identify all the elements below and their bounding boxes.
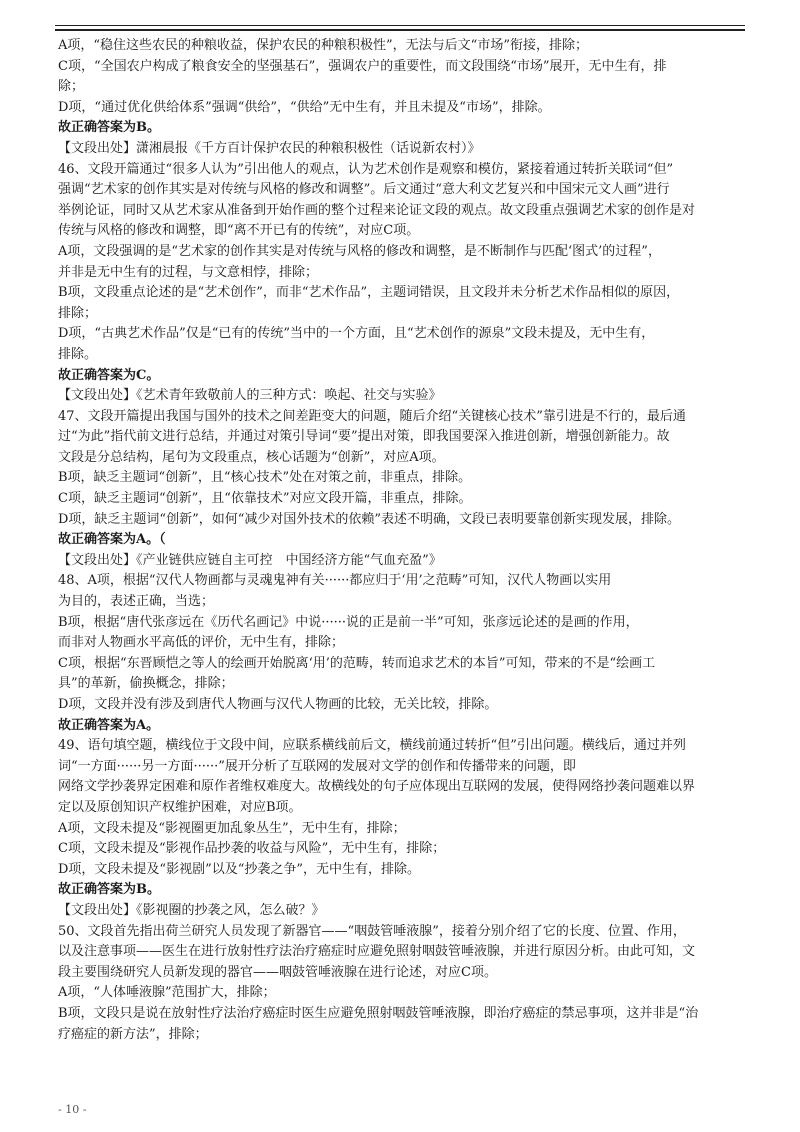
text-line: 为目的，表述正确，当选； [58,594,215,610]
text-line: 具”的革新，偷换概念，排除； [58,676,234,692]
text-line: B项，缺乏主题词“创新”，且“核心技术”处在对策之前，非重点，排除。 [58,470,472,486]
text-line: 传统与风格的修改和调整，即“离不开已有的传统”，对应C项。 [58,223,420,239]
text-line: 【文段出处】《影视圈的抄袭之风，怎么破？》 [58,902,325,918]
page-number: - 10 - [58,1103,87,1116]
text-line: 【文段出处】潇湘晨报《千方百计保护农民的种粮积极性（话说新农村）》 [58,140,481,156]
header-rule-thin [55,25,745,26]
text-line: 文段是分总结构，尾句为文段重点，核心话题为“创新”，对应A项。 [58,449,445,465]
text-line: 举例论证，同时又从艺术家从准备到开始作画的整个过程来论证文段的观点。故文段重点强调艺术家的创作是对 [58,202,696,218]
text-line: B项，文段重点论述的是“艺术创作”，而非“艺术作品”，主题词错误，且文段并未分析艺术作品相似的原因， [58,285,680,301]
text-line: 而非对人物画水平高低的评价，无中生有，排除； [58,635,345,651]
text-line: 段主要围绕研究人员新发现的器官——咽鼓管唾液腺在进行论述，对应C项。 [58,964,497,980]
text-line: D项，文段未提及“影视剧”以及“抄袭之争”，无中生有，排除。 [58,861,421,877]
text-line: C项，根据“东晋顾恺之等人的绘画开始脱离‘用’的范畴，转而追求艺术的本旨”可知，带来的不是“绘画工 [58,655,656,671]
answer-line: 故正确答案为B。 [58,120,160,136]
text-line: A项，“人体唾液腺”范围扩大，排除； [58,985,276,1001]
text-line: 定以及原创知识产权维护困难，对应B项。 [58,799,302,815]
text-line: A项，文段强调的是“艺术家的创作其实是对传统与风格的修改和调整，是不断制作与匹配‘图式’的过程”， [58,243,661,259]
text-line: D项，文段并没有涉及到唐代人物画与汉代人物画的比较，无关比较，排除。 [58,697,498,712]
answer-line: 故正确答案为C。 [58,367,160,383]
text-line: 并非是无中生有的过程，与文意相悖，排除； [58,264,319,280]
text-line: C项，文段未提及“影视作品抄袭的收益与风险”，无中生有，排除； [58,841,446,857]
text-line: 47、文段开篇提出我国与国外的技术之间差距变大的问题，随后介绍“关键核心技术”靠引进是不行的，最后通 [58,408,686,424]
text-line: 疗癌症的新方法”，排除； [58,1026,208,1042]
text-line: A项，文段未提及“影视圈更加乱象丛生”，无中生有，排除； [58,820,406,836]
text-line: 【文段出处】《艺术青年致敬前人的三种方式：唤起、社交与实验》 [58,388,442,404]
text-line: B项，根据“唐代张彦远在《历代名画记》中说······说的正是前一半”可知，张彦远论述的是画的作用， [58,614,639,630]
text-line: C项，缺乏主题词“创新”，且“依靠技术”对应文段开篇，非重点，排除。 [58,491,472,507]
text-line: 过“为此”指代前文进行总结，并通过对策引导词“要”提出对策，即我国要深入推进创新，增强创新能力。故 [58,429,670,445]
answer-line: 故正确答案为A。 [58,717,160,733]
text-line: 网络文学抄袭界定困难和原作者维权难度大。故横线处的句子应体现出互联网的发展，使得网络抄袭问题难以界 [58,779,696,795]
header-rule-thick [55,29,745,31]
text-line: 以及注意事项——医生在进行放射性疗法治疗癌症时应避免照射咽鼓管唾液腺，并进行原因分析。由此可知，文 [58,944,696,960]
text-line: 【文段出处】《产业链供应链自主可控 中国经济方能“气血充盈”》 [58,552,442,568]
answer-line: 故正确答案为B。 [58,882,160,898]
text-line: 48、A项，根据“汉代人物画都与灵魂鬼神有关······都应归于‘用’之范畴”可知，汉代人物画以实用 [58,573,612,589]
text-line: 强调“艺术家的创作其实是对传统与风格的修改和调整”。后文通过“意大利文艺复兴和中国宋元文人画”进行 [58,182,670,198]
text-line: D项，“古典艺术作品”仅是“已有的传统”当中的一个方面，且“艺术创作的源泉”文段未提及，无中生有， [58,326,655,342]
text-line: 词“一方面······另一方面······”展开分析了互联网的发展对文学的创作和传播带来的问题，即 [58,758,576,774]
text-line: C项，“全国农户构成了粮食安全的坚强基石”，强调农户的重要性，而文段围绕“市场”展开，无中生有，排 [58,58,667,74]
text-line: B项，文段只是说在放射性疗法治疗癌症时医生应避免照射咽鼓管唾液腺，即治疗癌症的禁忌事项，这并非是“治 [58,1005,699,1021]
text-line: 除； [58,79,85,95]
text-line: 49、语句填空题，横线位于文段中间，应联系横线前后文，横线前通过转折“但”引出问题。横线后，通过并列 [58,738,686,754]
text-line: 46、文段开篇通过“很多人认为”引出他人的观点，认为艺术创作是观察和模仿，紧接着通过转折关联词“但” [58,161,674,177]
document-body [58,36,746,1045]
text-line: D项，“通过优化供给体系”强调“供给”，“供给”无中生有，并且未提及“市场”，排除。 [58,99,551,115]
text-line: D项，缺乏主题词“创新”，如何“减少对国外技术的依赖”表述不明确，文段已表明要靠创新实现发展，排除。 [58,511,681,527]
text-line: 50、文段首先指出荷兰研究人员发现了新器官——“咽鼓管唾液腺”，接着分别介绍了它的长度、位置、作用， [58,923,686,939]
text-line: A项，“稳住这些农民的种粮收益，保护农民的种粮积极性”，无法与后文“市场”衔接，排除； [58,38,588,53]
text-line: 排除。 [58,346,98,362]
answer-line: 故正确答案为A。（ [58,532,166,548]
text-line: 排除； [58,305,98,321]
